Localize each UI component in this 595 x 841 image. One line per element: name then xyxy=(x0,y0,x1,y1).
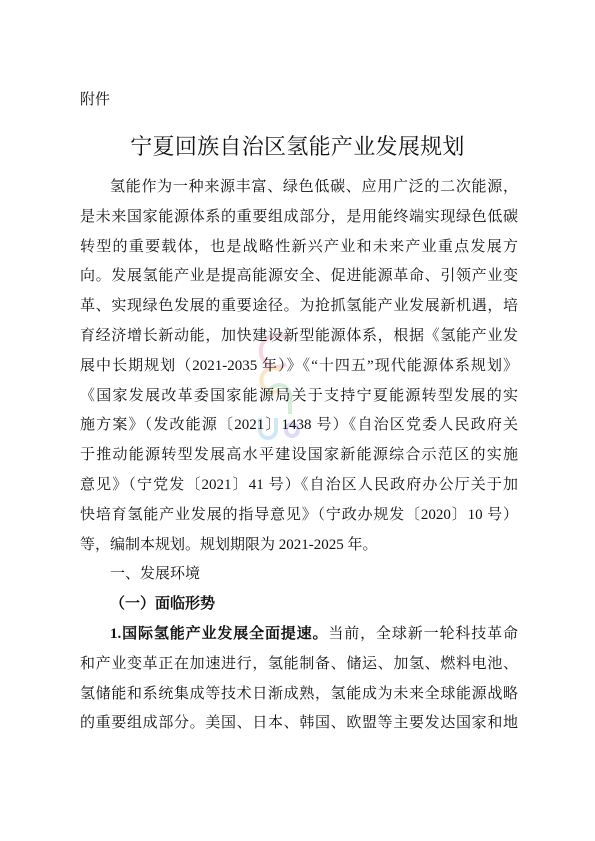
point-1-line: 和产业变革正在加速进行，氢能制备、储运、加氢、燃料电池、 xyxy=(80,655,518,672)
intro-line: 转型的重要载体，也是战略性新兴产业和未来产业重点发展方 xyxy=(80,238,518,255)
point-1-line: 的重要组成部分。美国、日本、韩国、欧盟等主要发达国家和地 xyxy=(80,715,518,732)
section-heading: 一、发展环境 xyxy=(110,566,201,583)
intro-line: 快培育氢能产业发展的指导意见》（宁政办规发〔2020〕10 号） xyxy=(80,506,518,523)
intro-line: 于推动能源转型发展高水平建设国家新能源综合示范区的实施 xyxy=(80,447,518,464)
point-1-line: 氢储能和系统集成等技术日渐成熟，氢能成为未来全球能源战略 xyxy=(80,685,518,702)
document-title: 宁夏回族自治区氢能产业发展规划 xyxy=(130,133,465,159)
intro-line: 育经济增长新动能，加快建设新型能源体系，根据《氢能产业发 xyxy=(80,327,518,344)
body-text xyxy=(80,173,518,739)
intro-line: 施方案》（发改能源〔2021〕1438 号）《自治区党委人民政府关 xyxy=(80,417,518,434)
intro-line: 等，编制本规划。规划期限为 2021-2025 年。 xyxy=(80,536,378,553)
intro-line: 意见》（宁党发〔2021〕41 号）《自治区人民政府办公厅关于加 xyxy=(80,476,518,493)
intro-line: 《国家发展改革委国家能源局关于支持宁夏能源转型发展的实 xyxy=(80,387,518,404)
intro-line: 革、实现绿色发展的重要途径。为抢抓氢能产业发展新机遇，培 xyxy=(80,298,518,315)
intro-line: 向。发展氢能产业是提高能源安全、促进能源革命、引领产业变 xyxy=(80,268,518,285)
subsection-heading: （一）面临形势 xyxy=(110,596,216,613)
point-1-first-line xyxy=(80,620,518,650)
intro-line: 氢能作为一种来源丰富、绿色低碳、应用广泛的二次能源， xyxy=(110,179,518,195)
intro-line: 展中长期规划（2021-2035 年）》《“十四五”现代能源体系规划》 xyxy=(80,357,518,374)
point-1-lead: 1.国际氢能产业发展全面提速。 xyxy=(110,625,329,642)
attachment-label: 附件 xyxy=(80,92,111,108)
intro-line: 是未来国家能源体系的重要组成部分，是用能终端实现绿色低碳 xyxy=(80,208,518,225)
point-1-text: 当前，全球新一轮科技革命 xyxy=(328,625,518,642)
